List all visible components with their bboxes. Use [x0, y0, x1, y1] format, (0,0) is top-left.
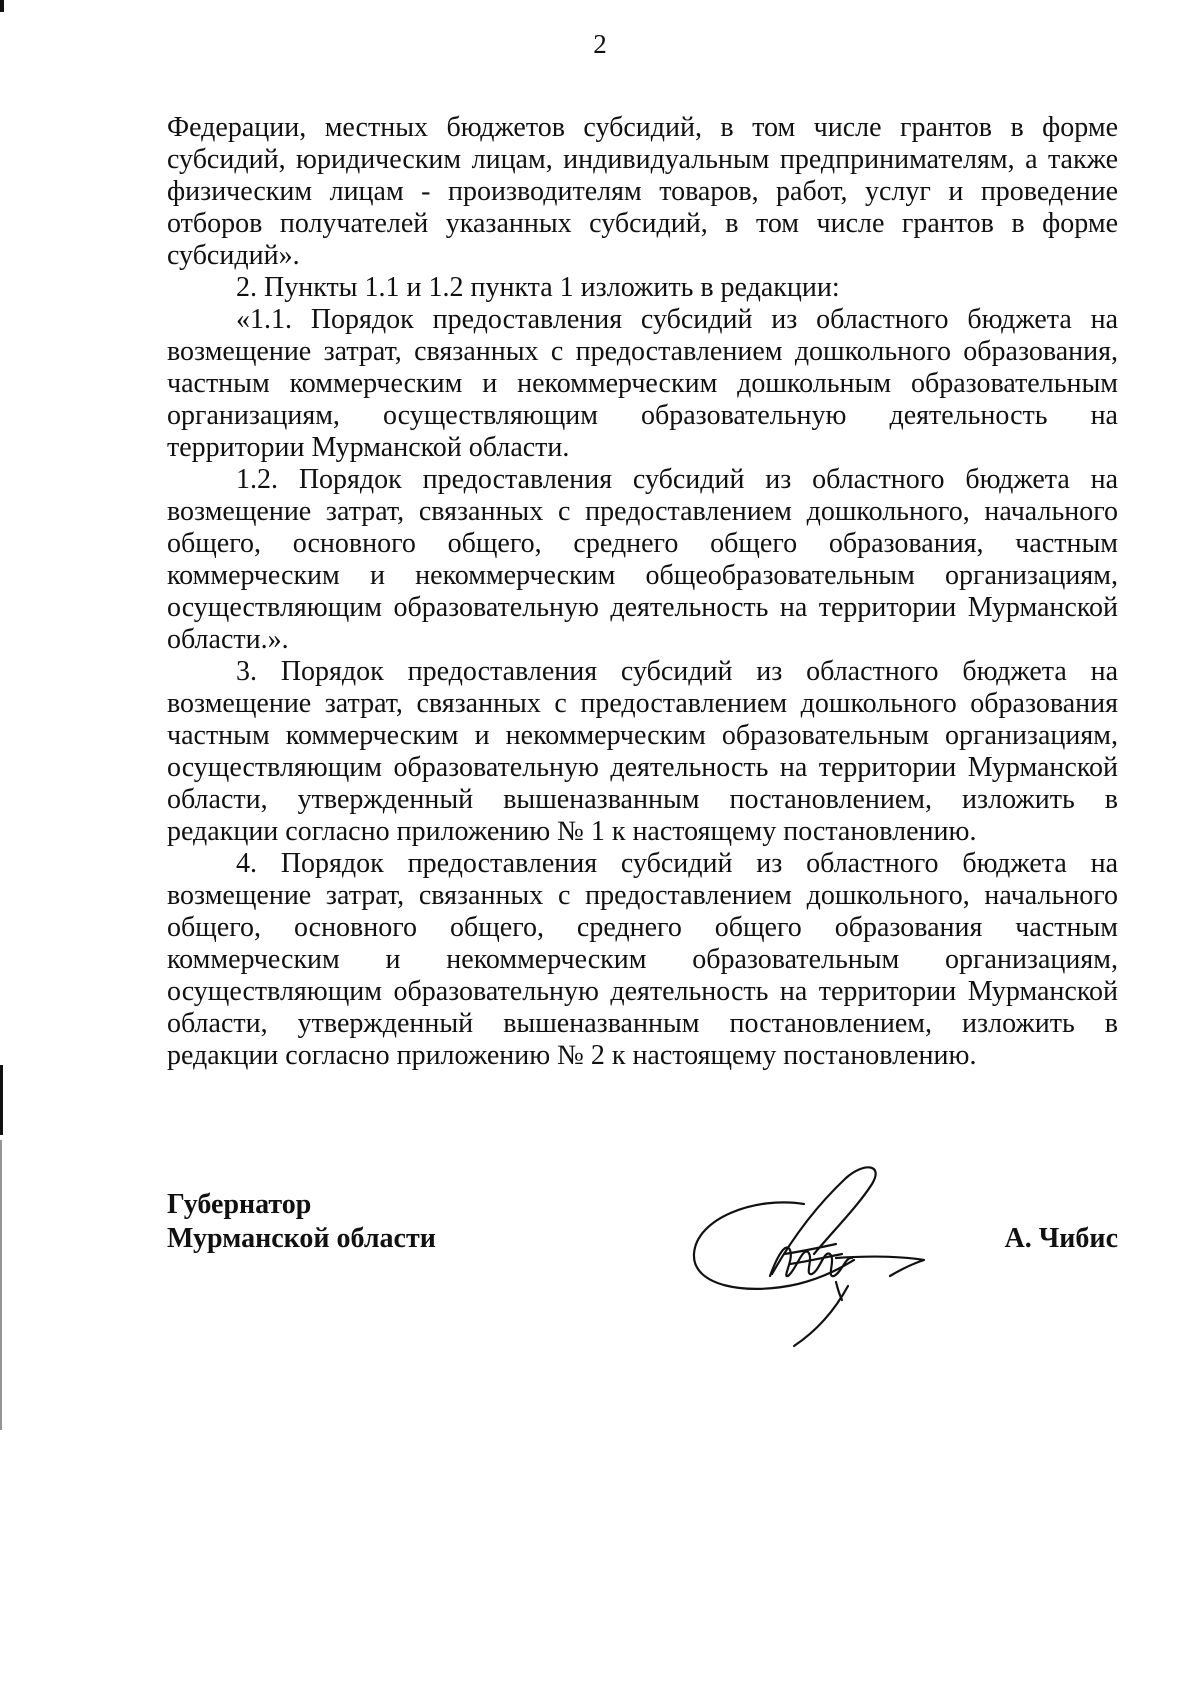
paragraph-item-4: 4. Порядок предоставления субсидий из областного бюджета на возмещение затрат, связанных с предоставлением дошкольного, начального общего, основного общего, среднего общего образования частным коммерческим и некоммерческим образовательным организациям, осуществляющим образовательную деятельность на территории Мурманской области, утвержденный вышеназванным постановлением, изложить в редакции согласно приложению № 2 к настоящему постановлению.: [167, 848, 1118, 1071]
paragraph-item-1-2: 1.2. Порядок предоставления субсидий из областного бюджета на возмещение затрат, связанных с предоставлением дошкольного, начального общего, основного общего, среднего общего образования, частным коммерческим и некоммерческим общеобразовательным организациям, осуществляющим образовательную деятельность на территории Мурманской области.».: [167, 464, 1118, 655]
scan-edge-mark: [0, 1065, 3, 1135]
page-number: 2: [593, 29, 607, 59]
handwritten-signature: [686, 1158, 956, 1348]
paragraph-item-2: 2. Пункты 1.1 и 1.2 пункта 1 изложить в редакции:: [236, 272, 840, 303]
signatory-name: А. Чибис: [1004, 1223, 1118, 1254]
signatory-title-line1: Губернатор: [167, 1189, 312, 1220]
paragraph-item-1-1: «1.1. Порядок предоставления субсидий из областного бюджета на возмещение затрат, связанных с предоставлением дошкольного образования, частным коммерческим и некоммерческим дошкольным образовательным организациям, осуществляющим образовательную деятельность на территории Мурманской области.: [167, 304, 1118, 463]
scan-edge-mark: [0, 1140, 2, 1430]
scan-edge-mark: [0, 0, 4, 12]
signatory-title: [167, 1188, 436, 1256]
signatory-title-line2: Мурманской области: [167, 1223, 436, 1254]
paragraph-continuation: Федерации, местных бюджетов субсидий, в том числе грантов в форме субсидий, юридическим лицам, индивидуальным предпринимателям, а также физическим лицам - производителям товаров, работ, услуг и проведение отборов получателей указанных субсидий, в том числе грантов в форме субсидий».: [167, 112, 1118, 271]
paragraph-item-3: 3. Порядок предоставления субсидий из областного бюджета на возмещение затрат, связанных с предоставлением дошкольного образования частным коммерческим и некоммерческим образовательным организациям, осуществляющим образовательную деятельность на территории Мурманской области, утвержденный вышеназванным постановлением, изложить в редакции согласно приложению № 1 к настоящему постановлению.: [167, 656, 1118, 847]
document-body: [167, 112, 1118, 1072]
